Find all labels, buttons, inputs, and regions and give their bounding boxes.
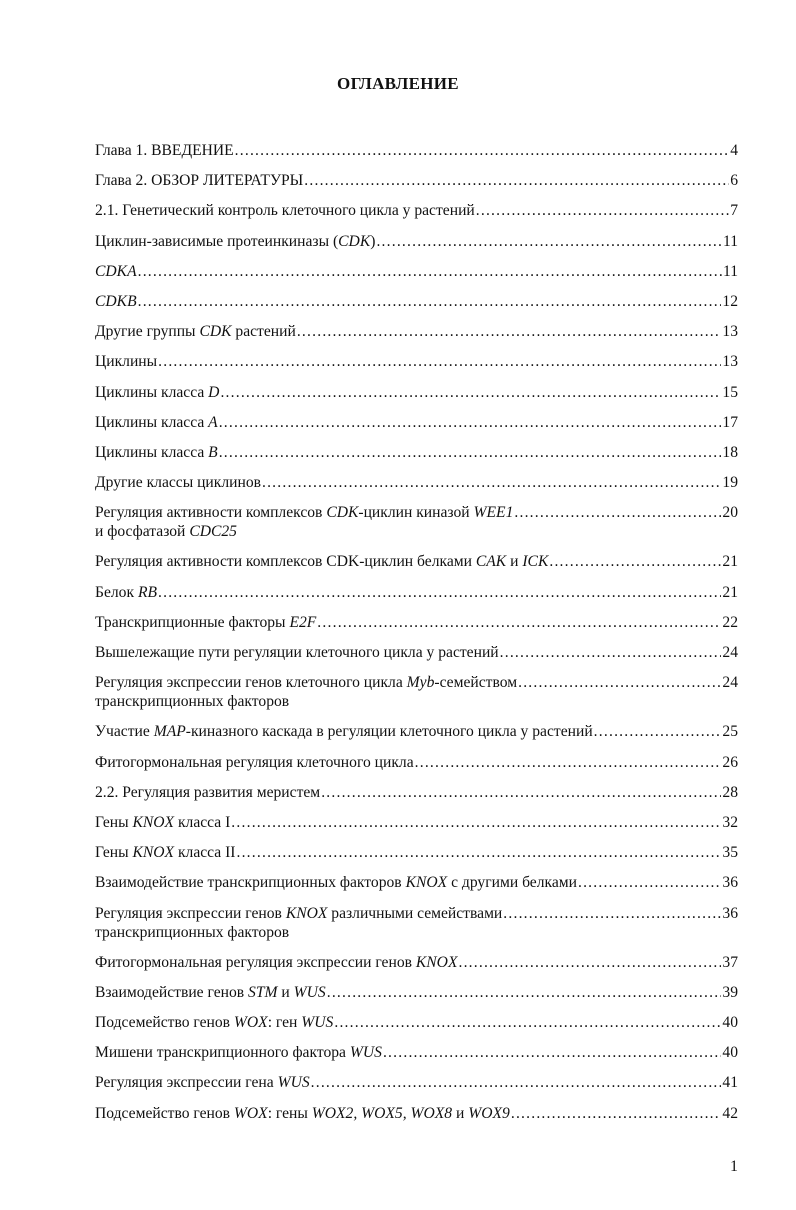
toc-entry: [95, 503, 738, 541]
toc-entry: [95, 613, 738, 632]
title-text: Регуляция активности комплексов: [95, 504, 327, 522]
toc-entry-title: [95, 613, 316, 632]
toc-entry-line: [95, 843, 738, 862]
dot-leader: [458, 953, 721, 972]
toc-entry-title: [95, 873, 577, 892]
dot-leader: [219, 413, 722, 432]
toc-entry-title: [95, 262, 137, 281]
toc-entry-title: [95, 322, 296, 341]
title-text: различными семействами: [327, 904, 503, 922]
gene-name: CDK: [326, 504, 359, 522]
toc-heading: ОГЛАВЛЕНИЕ: [337, 74, 459, 93]
gene-name: CDC25: [189, 523, 237, 541]
toc-entry-title: [95, 583, 157, 602]
toc-page-number: 12: [722, 292, 738, 310]
toc-entry-line: [95, 171, 738, 190]
toc-page-number: 36: [722, 874, 738, 892]
toc-entry-title: [95, 552, 548, 571]
toc-entry-title: [95, 443, 218, 462]
title-text: Циклины: [95, 353, 158, 371]
toc-entry: [95, 953, 738, 972]
gene-name: MAP: [153, 723, 186, 741]
dot-leader: [219, 443, 722, 462]
toc-entry-continuation: [95, 923, 738, 942]
toc-page-number: 20: [722, 504, 738, 522]
toc-entry-line: [95, 352, 738, 371]
title-text: класса I: [174, 813, 231, 831]
toc-entry-title: [95, 292, 137, 311]
title-text: транскрипционных факторов: [95, 923, 290, 941]
toc-entry: [95, 1043, 738, 1062]
toc-entry-line: [95, 1073, 738, 1092]
toc-entry-title: [95, 722, 593, 741]
toc-entry-line: [95, 552, 738, 571]
gene-name: WOX: [233, 1104, 268, 1122]
dot-leader: [138, 292, 722, 311]
toc-entry-line: [95, 232, 738, 251]
toc-page-number: 18: [722, 443, 738, 461]
toc-entry: [95, 552, 738, 571]
gene-name: CDK: [199, 323, 232, 341]
dot-leader: [262, 473, 721, 492]
gene-name: WOX: [233, 1014, 268, 1032]
toc-entry: [95, 443, 738, 462]
gene-name: ICK: [522, 553, 549, 571]
title-text: Глава 2. ОБЗОР ЛИТЕРАТУРЫ: [95, 172, 304, 190]
toc-page-number: 39: [722, 983, 738, 1001]
toc-entry-line: [95, 1043, 738, 1062]
dot-leader: [500, 643, 722, 662]
toc-page-number: 11: [722, 232, 738, 250]
gene-name: RB: [137, 583, 157, 601]
toc-entry-title: [95, 643, 499, 662]
title-text: Подсемейство генов: [95, 1014, 234, 1032]
title-text: Глава 1. ВВЕДЕНИЕ: [95, 142, 234, 159]
toc-entry-title: [95, 1073, 310, 1092]
dot-leader: [297, 322, 722, 341]
toc-entry-title: [95, 753, 414, 772]
gene-name: KNOX: [132, 813, 175, 831]
title-text: 2.2. Регуляция развития меристем: [95, 783, 321, 801]
title-text: Регуляция экспрессии гена: [95, 1074, 278, 1092]
toc-entry: [95, 783, 738, 802]
dot-leader: [311, 1073, 722, 1092]
toc-entry-title: [95, 171, 303, 190]
gene-name: WEE1: [473, 504, 514, 522]
gene-name: A: [208, 413, 218, 431]
toc-entry-title: [95, 201, 475, 220]
title-text: Другие классы циклинов: [95, 474, 261, 492]
dot-leader: [518, 673, 721, 692]
toc-page-number: 24: [722, 644, 738, 661]
dot-leader: [376, 232, 722, 251]
title-text: транскрипционных факторов: [95, 693, 290, 711]
toc-entry-line: [95, 873, 738, 892]
title-text: -киназного каскада в регуляции клеточного цикла у растений: [185, 723, 593, 741]
toc-entry: [95, 1104, 738, 1123]
toc-entry-title: [95, 673, 517, 692]
toc-entry: [95, 983, 738, 1002]
toc-entry: [95, 904, 738, 942]
dot-leader: [321, 783, 721, 802]
toc-entry-title: [95, 904, 502, 923]
gene-name: WUS: [301, 1014, 334, 1032]
toc-entry: [95, 383, 738, 402]
gene-name: WUS: [293, 983, 326, 1001]
toc-entry-title: [95, 983, 326, 1002]
toc-page-number: 11: [722, 262, 738, 280]
toc-entry-title: [95, 473, 261, 492]
toc-entry: [95, 643, 738, 662]
toc-entry-line: [95, 904, 738, 923]
toc-entry-title: [95, 1104, 510, 1123]
title-text: 2.1. Генетический контроль клеточного цикла у растений: [95, 202, 475, 220]
toc-entry-line: [95, 722, 738, 741]
toc-entry-title: [95, 232, 375, 251]
toc-entry-line: [95, 1104, 738, 1123]
dot-leader: [334, 1013, 721, 1032]
gene-name: B: [208, 443, 218, 461]
toc-entry-title: [95, 383, 219, 402]
title-text: Циклины класса: [95, 413, 209, 431]
toc-entry-line: [95, 813, 738, 832]
dot-leader: [220, 383, 721, 402]
toc-entry: [95, 322, 738, 341]
toc-entry: [95, 292, 738, 311]
dot-leader: [511, 1104, 722, 1123]
gene-name: CDKA: [95, 262, 137, 280]
dot-leader: [231, 813, 721, 832]
title-text: Взаимодействие генов: [95, 983, 249, 1001]
title-text: Транскрипционные факторы: [95, 613, 290, 631]
toc-page-number: 36: [722, 904, 738, 922]
title-text: и: [452, 1104, 469, 1122]
toc-page-number: 26: [722, 753, 738, 771]
toc-page-number: 4: [730, 142, 738, 159]
title-text: Гены: [95, 844, 133, 862]
toc-entry-continuation: [95, 522, 738, 541]
title-text: Подсемейство генов: [95, 1104, 234, 1122]
toc-entry: [95, 813, 738, 832]
gene-name: KNOX: [285, 904, 328, 922]
title-text: Фитогормональная регуляция экспрессии генов: [95, 953, 416, 971]
toc-entry-line: [95, 292, 738, 311]
toc-entry-title: [95, 783, 320, 802]
title-text: класса II: [174, 844, 236, 862]
title-text: ): [370, 232, 376, 250]
toc-entry-title: [95, 843, 235, 862]
title-text: Циклин-зависимые протеинкиназы (: [95, 232, 339, 250]
dot-leader: [327, 983, 722, 1002]
title-text: Вышележащие пути регуляции клеточного цикла у растений: [95, 644, 499, 661]
title-text: Участие: [95, 723, 154, 741]
gene-name: KNOX: [415, 953, 458, 971]
toc-entry-line: [95, 383, 738, 402]
gene-name: KNOX: [132, 844, 175, 862]
toc-entry-line: [95, 643, 738, 662]
title-text: -семейством: [434, 674, 518, 692]
toc-entry-title: [95, 413, 218, 432]
title-text: Регуляция экспрессии генов: [95, 904, 286, 922]
toc-entry: [95, 141, 738, 160]
toc-page-number: 17: [722, 413, 738, 431]
dot-leader: [549, 552, 721, 571]
gene-name: CDKB: [95, 292, 137, 310]
toc-page-number: 6: [730, 172, 738, 190]
toc-entry-line: [95, 983, 738, 1002]
dot-leader: [158, 583, 721, 602]
gene-name: CAK: [475, 553, 507, 571]
toc-entry: [95, 843, 738, 862]
toc-page-number: 32: [722, 813, 738, 831]
toc-entry-line: [95, 1013, 738, 1032]
gene-name: STM: [248, 983, 278, 1001]
table-of-contents: [95, 141, 738, 1134]
toc-entry: [95, 1073, 738, 1092]
title-text: : гены: [267, 1104, 312, 1122]
title-text: и фосфатазой: [95, 523, 190, 541]
gene-name: Myb: [406, 674, 435, 692]
gene-name: KNOX: [405, 874, 448, 892]
toc-page-number: 40: [722, 1014, 738, 1032]
title-text: Циклины класса: [95, 383, 209, 401]
toc-entry: [95, 1013, 738, 1032]
gene-name: CDK: [338, 232, 371, 250]
title-text: Гены: [95, 813, 133, 831]
toc-entry: [95, 873, 738, 892]
toc-entry-title: [95, 503, 513, 522]
toc-page-number: 21: [722, 583, 738, 601]
toc-page-number: 40: [722, 1044, 738, 1062]
title-text: Регуляция активности комплексов CDK-циклин белками: [95, 553, 476, 571]
toc-page-number: 7: [730, 202, 738, 220]
toc-entry-title: [95, 953, 457, 972]
toc-entry: [95, 262, 738, 281]
title-text: Циклины класса: [95, 443, 209, 461]
toc-entry-title: [95, 1013, 333, 1032]
dot-leader: [415, 753, 722, 772]
toc-entry-line: [95, 443, 738, 462]
title-text: Регуляция экспрессии генов клеточного цикла: [95, 674, 407, 692]
toc-entry-line: [95, 473, 738, 492]
title-text: Фитогормональная регуляция клеточного цикла: [95, 753, 414, 771]
title-text: -циклин киназой: [358, 504, 474, 522]
toc-entry: [95, 352, 738, 371]
gene-name: WOX9: [468, 1104, 510, 1122]
toc-page-number: 21: [722, 553, 738, 571]
toc-page-number: 13: [722, 323, 738, 341]
dot-leader: [476, 201, 729, 220]
toc-entry-title: [95, 352, 157, 371]
dot-leader: [304, 171, 729, 190]
title-text: и: [277, 983, 294, 1001]
toc-entry: [95, 722, 738, 741]
toc-page-number: 15: [722, 383, 738, 401]
toc-entry-line: [95, 583, 738, 602]
dot-leader: [578, 873, 721, 892]
toc-entry-line: [95, 783, 738, 802]
toc-entry-line: [95, 673, 738, 692]
title-text: и: [506, 553, 523, 571]
toc-page-number: 42: [722, 1104, 738, 1122]
toc-page-number: 28: [722, 783, 738, 801]
dot-leader: [503, 904, 721, 923]
dot-leader: [158, 352, 721, 371]
toc-entry-line: [95, 262, 738, 281]
toc-entry-title: [95, 813, 230, 832]
toc-entry-line: [95, 413, 738, 432]
dot-leader: [594, 722, 722, 741]
title-text: с другими белками: [447, 874, 577, 892]
gene-name: WUS: [277, 1074, 310, 1092]
toc-entry-line: [95, 503, 738, 522]
toc-entry-line: [95, 613, 738, 632]
dot-leader: [317, 613, 721, 632]
dot-leader: [235, 141, 730, 160]
title-text: : ген: [267, 1014, 302, 1032]
title-text: Взаимодействие транскрипционных факторов: [95, 874, 406, 892]
toc-page-number: 37: [722, 953, 738, 971]
toc-page-number: 25: [722, 723, 738, 741]
toc-entry: [95, 413, 738, 432]
title-text: Белок: [95, 583, 138, 601]
dot-leader: [514, 503, 721, 522]
title-text: Мишени транскрипционного фактора: [95, 1044, 350, 1062]
toc-page-number: 35: [722, 844, 738, 862]
toc-page-number: 13: [722, 353, 738, 371]
toc-entry-line: [95, 753, 738, 772]
toc-entry-continuation: [95, 692, 738, 711]
dot-leader: [236, 843, 721, 862]
title-text: растений: [231, 323, 296, 341]
dot-leader: [138, 262, 722, 281]
toc-entry: [95, 171, 738, 190]
toc-entry: [95, 473, 738, 492]
toc-page-number: 41: [722, 1074, 738, 1092]
toc-entry: [95, 201, 738, 220]
page-number: 1: [730, 1158, 738, 1175]
gene-name: D: [208, 383, 220, 401]
title-text: Другие группы: [95, 323, 200, 341]
gene-name: E2F: [289, 613, 317, 631]
toc-entry: [95, 232, 738, 251]
gene-name: WUS: [349, 1044, 382, 1062]
toc-entry: [95, 753, 738, 772]
dot-leader: [383, 1043, 721, 1062]
toc-page-number: 22: [722, 613, 738, 631]
toc-entry-line: [95, 201, 738, 220]
toc-page-number: 19: [722, 474, 738, 492]
toc-entry: [95, 673, 738, 711]
toc-entry-title: [95, 1043, 382, 1062]
toc-entry-line: [95, 953, 738, 972]
toc-entry-title: [95, 141, 234, 160]
toc-entry-line: [95, 141, 738, 160]
toc-page-number: 24: [722, 674, 738, 692]
toc-entry-line: [95, 322, 738, 341]
toc-entry: [95, 583, 738, 602]
gene-name: WOX2, WOX5, WOX8: [311, 1104, 453, 1122]
